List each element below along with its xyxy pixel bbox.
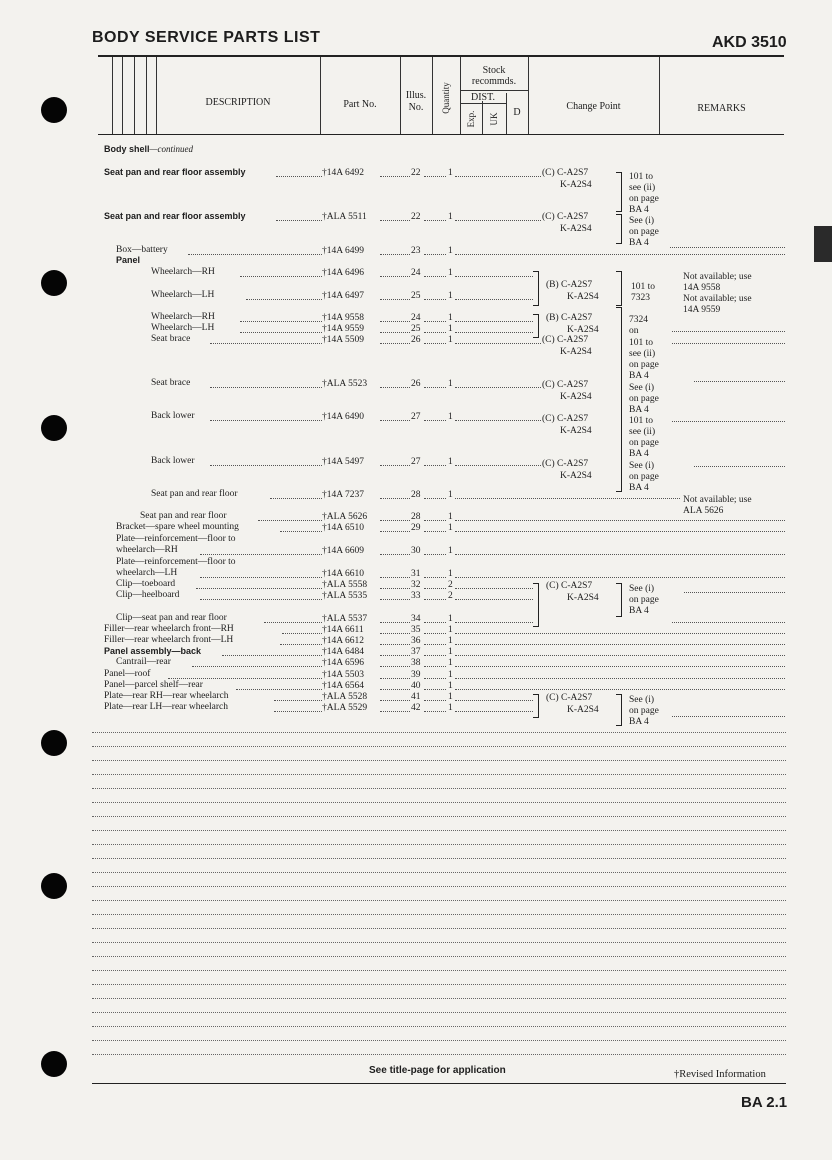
row-change-point: (C) C-A2S7 xyxy=(542,414,589,424)
row-quantity: 1 xyxy=(448,546,453,556)
blank-rule xyxy=(92,844,786,845)
row-part-no: †14A 6510 xyxy=(322,523,364,533)
row-description: Clip—seat pan and rear floor xyxy=(116,613,227,623)
row-part-no: †14A 6492 xyxy=(322,168,364,178)
footer-rule xyxy=(92,1083,786,1084)
bracket xyxy=(616,583,622,617)
row-illus-no: 23 xyxy=(411,246,421,256)
row-change-point: K-A2S4 xyxy=(560,180,592,190)
row-quantity: 1 xyxy=(448,625,453,635)
remark: ALA 5626 xyxy=(683,506,724,516)
blank-rule xyxy=(92,774,786,775)
row-illus-no: 40 xyxy=(411,681,421,691)
blank-rule xyxy=(92,788,786,789)
footer-application: See title-page for application xyxy=(369,1065,506,1076)
row-description: Wheelarch—LH xyxy=(151,323,215,333)
note: 101 to xyxy=(629,172,654,182)
remark: Not available; use xyxy=(683,294,752,304)
row-illus-no: 28 xyxy=(411,512,421,522)
row-description: Wheelarch—LH xyxy=(151,290,215,300)
row-part-no: †14A 6499 xyxy=(322,246,364,256)
blank-rule xyxy=(92,942,786,943)
remark: Not available; use xyxy=(683,495,752,505)
row-illus-no: 42 xyxy=(411,703,421,713)
note: BA 4 xyxy=(629,606,649,616)
row-quantity: 1 xyxy=(448,246,453,256)
row-quantity: 1 xyxy=(448,212,453,222)
remark: Not available; use xyxy=(683,272,752,282)
row-description: Plate—reinforcement—floor to xyxy=(116,534,236,544)
note: BA 4 xyxy=(629,205,649,215)
blank-rule xyxy=(92,998,786,999)
row-quantity: 1 xyxy=(448,379,453,389)
row-illus-no: 25 xyxy=(411,291,421,301)
col-stock: Stock xyxy=(482,65,506,76)
bracket xyxy=(616,214,622,244)
row-part-no: †14A 7237 xyxy=(322,490,364,500)
row-illus-no: 24 xyxy=(411,313,421,323)
row-part-no: †14A 6609 xyxy=(322,546,364,556)
row-illus-no: 26 xyxy=(411,379,421,389)
row-description: Bracket—spare wheel mounting xyxy=(116,522,239,532)
note: on page xyxy=(629,227,659,237)
bracket xyxy=(533,314,539,338)
change-group: (B) C-A2S7 xyxy=(546,280,593,290)
section-edge-tab xyxy=(814,226,832,262)
note: on page xyxy=(629,595,659,605)
blank-rule xyxy=(92,1040,786,1041)
blank-rule xyxy=(92,816,786,817)
note: 7324 xyxy=(629,315,648,325)
row-part-no: †14A 6497 xyxy=(322,291,364,301)
section-title: Body shell xyxy=(104,144,150,154)
row-illus-no: 33 xyxy=(411,591,421,601)
row-change-point: (C) C-A2S7 xyxy=(542,212,589,222)
row-description: Seat brace xyxy=(151,378,191,388)
row-part-no: †14A 5509 xyxy=(322,335,364,345)
note: See (i) xyxy=(629,695,655,705)
change-group: K-A2S4 xyxy=(567,705,599,715)
row-part-no: †ALA 5511 xyxy=(322,212,367,222)
col-recommds: recommds. xyxy=(471,76,517,87)
row-quantity: 1 xyxy=(448,168,453,178)
bracket xyxy=(533,271,539,306)
row-part-no: †ALA 5537 xyxy=(322,614,368,624)
document-code: AKD 3510 xyxy=(712,34,787,51)
row-illus-no: 39 xyxy=(411,670,421,680)
blank-rule xyxy=(92,970,786,971)
row-quantity: 1 xyxy=(448,569,453,579)
row-quantity: 1 xyxy=(448,490,453,500)
col-description: DESCRIPTION xyxy=(205,97,271,108)
bracket xyxy=(533,694,539,718)
footer-revised: †Revised Information xyxy=(674,1069,766,1080)
bracket xyxy=(616,271,622,306)
row-change-point: K-A2S4 xyxy=(560,426,592,436)
row-quantity: 1 xyxy=(448,692,453,702)
row-change-point: (C) C-A2S7 xyxy=(542,335,589,345)
row-part-no: †14A 6596 xyxy=(322,658,364,668)
row-quantity: 1 xyxy=(448,703,453,713)
row-quantity: 1 xyxy=(448,670,453,680)
row-illus-no: 27 xyxy=(411,412,421,422)
change-group: (C) C-A2S7 xyxy=(546,581,593,591)
row-change-point: (C) C-A2S7 xyxy=(542,168,589,178)
row-description: Panel—roof xyxy=(104,669,151,679)
row-description: Back lower xyxy=(151,456,195,466)
row-description: Seat pan and rear floor xyxy=(140,511,227,521)
row-illus-no: 34 xyxy=(411,614,421,624)
row-part-no: †ALA 5535 xyxy=(322,591,368,601)
row-quantity: 1 xyxy=(448,512,453,522)
blank-rule xyxy=(92,956,786,957)
blank-rule xyxy=(92,1026,786,1027)
note: on page xyxy=(629,194,659,204)
row-quantity: 1 xyxy=(448,614,453,624)
note: on xyxy=(629,326,639,336)
row-quantity: 2 xyxy=(448,580,453,590)
row-description: Seat brace xyxy=(151,334,191,344)
row-description: Filler—rear wheelarch front—LH xyxy=(104,635,234,645)
row-illus-no: 41 xyxy=(411,692,421,702)
row-quantity: 1 xyxy=(448,457,453,467)
note: 7323 xyxy=(631,293,650,303)
col-remarks: REMARKS xyxy=(697,103,746,114)
binder-hole xyxy=(41,97,67,123)
col-part-no: Part No. xyxy=(343,99,377,110)
note: BA 4 xyxy=(629,238,649,248)
blank-rule xyxy=(92,928,786,929)
row-part-no: †14A 6610 xyxy=(322,569,364,579)
change-group: K-A2S4 xyxy=(567,292,599,302)
row-description: wheelarch—RH xyxy=(116,545,178,555)
row-quantity: 1 xyxy=(448,268,453,278)
row-illus-no: 29 xyxy=(411,523,421,533)
binder-hole xyxy=(41,270,67,296)
col-dist: DIST. xyxy=(471,92,495,103)
row-part-no: †14A 6490 xyxy=(322,412,364,422)
note: on page xyxy=(629,706,659,716)
row-change-point: K-A2S4 xyxy=(560,471,592,481)
note: BA 4 xyxy=(629,483,649,493)
row-part-no: †ALA 5529 xyxy=(322,703,368,713)
row-description: Seat pan and rear floor xyxy=(151,489,238,499)
row-quantity: 1 xyxy=(448,412,453,422)
section-heading xyxy=(104,144,193,156)
row-part-no: †ALA 5558 xyxy=(322,580,368,590)
row-illus-no: 22 xyxy=(411,212,421,222)
row-part-no: †ALA 5523 xyxy=(322,379,368,389)
row-quantity: 1 xyxy=(448,658,453,668)
bracket xyxy=(616,307,622,492)
blank-rule xyxy=(92,886,786,887)
row-description: Panel assembly—back xyxy=(104,646,202,656)
page-title: BODY SERVICE PARTS LIST xyxy=(92,29,321,46)
row-quantity: 2 xyxy=(448,591,453,601)
blank-rule xyxy=(92,984,786,985)
row-part-no: †ALA 5626 xyxy=(322,512,368,522)
row-quantity: 1 xyxy=(448,523,453,533)
remark: 14A 9558 xyxy=(683,283,721,293)
row-illus-no: 35 xyxy=(411,625,421,635)
row-part-no: †14A 6564 xyxy=(322,681,364,691)
row-description: Panel—parcel shelf—rear xyxy=(104,680,203,690)
row-quantity: 1 xyxy=(448,335,453,345)
col-exp: Exp. xyxy=(466,110,476,128)
col-change-point: Change Point xyxy=(566,101,621,112)
row-illus-no: 38 xyxy=(411,658,421,668)
row-description: Plate—reinforcement—floor to xyxy=(116,557,236,567)
blank-rule xyxy=(92,802,786,803)
row-description: Cantrail—rear xyxy=(116,657,171,667)
row-illus-no: 26 xyxy=(411,335,421,345)
row-quantity: 1 xyxy=(448,313,453,323)
note: see (ii) xyxy=(629,427,656,437)
row-part-no: †14A 5497 xyxy=(322,457,364,467)
row-quantity: 1 xyxy=(448,647,453,657)
row-illus-no: 25 xyxy=(411,324,421,334)
binder-hole xyxy=(41,415,67,441)
row-illus-no: 30 xyxy=(411,546,421,556)
col-illus: Illus. xyxy=(405,90,427,101)
row-part-no: †ALA 5528 xyxy=(322,692,368,702)
blank-rule xyxy=(92,1054,786,1055)
row-description: Seat pan and rear floor assembly xyxy=(104,211,246,221)
note: on page xyxy=(629,360,659,370)
row-description: Wheelarch—RH xyxy=(151,312,215,322)
row-illus-no: 24 xyxy=(411,268,421,278)
row-part-no: †14A 6612 xyxy=(322,636,364,646)
binder-hole xyxy=(41,730,67,756)
col-illus-no: No. xyxy=(408,102,424,113)
row-part-no: †14A 5503 xyxy=(322,670,364,680)
bracket xyxy=(616,172,622,212)
note: BA 4 xyxy=(629,449,649,459)
change-group: K-A2S4 xyxy=(567,593,599,603)
row-description: wheelarch—LH xyxy=(116,568,178,578)
note: see (ii) xyxy=(629,349,656,359)
page-number: BA 2.1 xyxy=(741,1094,788,1111)
row-description: Filler—rear wheelarch front—RH xyxy=(104,624,234,634)
blank-rule xyxy=(92,732,786,733)
note: BA 4 xyxy=(629,405,649,415)
row-illus-no: 22 xyxy=(411,168,421,178)
blank-rule xyxy=(92,760,786,761)
remark: 14A 9559 xyxy=(683,305,721,315)
row-part-no: †14A 6484 xyxy=(322,647,364,657)
binder-hole xyxy=(41,1051,67,1077)
note: see (ii) xyxy=(629,183,656,193)
row-description: Plate—rear RH—rear wheelarch xyxy=(104,691,229,701)
row-change-point: K-A2S4 xyxy=(560,347,592,357)
col-d: D xyxy=(513,107,521,118)
row-description: Clip—heelboard xyxy=(116,590,180,600)
row-description: Wheelarch—RH xyxy=(151,267,215,277)
row-part-no: †14A 9559 xyxy=(322,324,364,334)
change-group: (C) C-A2S7 xyxy=(546,693,593,703)
row-illus-no: 27 xyxy=(411,457,421,467)
col-uk: UK xyxy=(489,112,499,126)
row-part-no: †14A 6496 xyxy=(322,268,364,278)
row-change-point: (C) C-A2S7 xyxy=(542,459,589,469)
blank-rule xyxy=(92,1012,786,1013)
note: on page xyxy=(629,472,659,482)
note: See (i) xyxy=(629,461,655,471)
row-change-point: K-A2S4 xyxy=(560,392,592,402)
row-illus-no: 31 xyxy=(411,569,421,579)
note: BA 4 xyxy=(629,371,649,381)
blank-rule xyxy=(92,746,786,747)
change-group: (B) C-A2S7 xyxy=(546,313,593,323)
note: 101 to xyxy=(629,338,654,348)
blank-rule xyxy=(92,914,786,915)
row-quantity: 1 xyxy=(448,636,453,646)
change-group: K-A2S4 xyxy=(567,325,599,335)
row-illus-no: 28 xyxy=(411,490,421,500)
blank-rule xyxy=(92,872,786,873)
row-quantity: 1 xyxy=(448,681,453,691)
section-continued: —continued xyxy=(149,144,194,154)
bracket xyxy=(533,583,539,627)
row-illus-no: 32 xyxy=(411,580,421,590)
blank-rule xyxy=(92,858,786,859)
row-description: Clip—toeboard xyxy=(116,579,176,589)
note: BA 4 xyxy=(629,717,649,727)
note: See (i) xyxy=(629,216,655,226)
row-description: Panel xyxy=(116,255,141,265)
note: on page xyxy=(629,394,659,404)
row-description: Plate—rear LH—rear wheelarch xyxy=(104,702,228,712)
row-change-point: K-A2S4 xyxy=(560,224,592,234)
bracket xyxy=(616,694,622,726)
row-description: Box—battery xyxy=(116,245,168,255)
binder-hole xyxy=(41,873,67,899)
column-header xyxy=(98,55,784,135)
blank-rule xyxy=(92,830,786,831)
row-description: Seat pan and rear floor assembly xyxy=(104,167,246,177)
row-change-point: (C) C-A2S7 xyxy=(542,380,589,390)
row-illus-no: 37 xyxy=(411,647,421,657)
row-illus-no: 36 xyxy=(411,636,421,646)
note: See (i) xyxy=(629,383,655,393)
row-description: Back lower xyxy=(151,411,195,421)
note: 101 to xyxy=(631,282,656,292)
note: 101 to xyxy=(629,416,654,426)
blank-rule xyxy=(92,900,786,901)
row-quantity: 1 xyxy=(448,291,453,301)
row-quantity: 1 xyxy=(448,324,453,334)
col-quantity: Quantity xyxy=(441,82,451,114)
note: See (i) xyxy=(629,584,655,594)
row-part-no: †14A 6611 xyxy=(322,625,364,635)
row-part-no: †14A 9558 xyxy=(322,313,364,323)
note: on page xyxy=(629,438,659,448)
